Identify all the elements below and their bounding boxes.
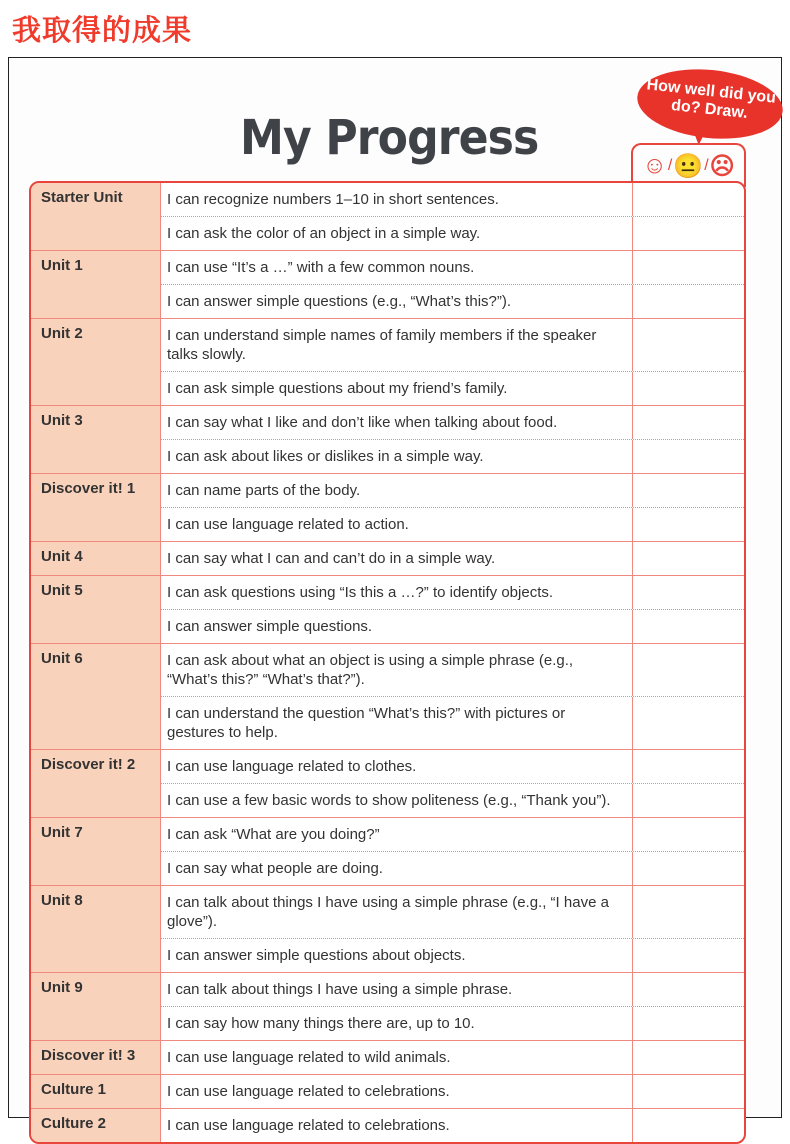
unit-group [31,749,744,817]
can-do-statement: I can ask “What are you doing?” [161,818,633,851]
statement-row [161,783,744,817]
can-do-statement: I can answer simple questions. [161,610,633,643]
self-rating-cell[interactable] [633,576,744,609]
can-do-statement: I can say how many things there are, up to 10. [161,1007,633,1040]
statement-row [161,696,744,749]
statement-row [161,609,744,643]
self-rating-cell[interactable] [633,784,744,817]
unit-label: Unit 4 [31,542,161,575]
can-do-statement: I can understand simple names of family members if the speaker talks slowly. [161,319,633,371]
can-do-statement: I can use language related to clothes. [161,750,633,783]
unit-group [31,250,744,318]
can-do-statement: I can answer simple questions (e.g., “What’s this?”). [161,285,633,318]
can-do-statement: I can say what I like and don’t like when talking about food. [161,406,633,439]
unit-label: Unit 6 [31,644,161,749]
statement-row [161,644,744,696]
unit-group [31,885,744,972]
can-do-statement: I can talk about things I have using a simple phrase (e.g., “I have a glove”). [161,886,633,938]
self-rating-cell[interactable] [633,319,744,371]
unit-group [31,318,744,405]
statement-row [161,474,744,507]
self-rating-cell[interactable] [633,285,744,318]
can-do-statement: I can ask the color of an object in a simple way. [161,217,633,250]
unit-label: Unit 7 [31,818,161,885]
self-rating-cell[interactable] [633,183,744,216]
can-do-statement: I can use language related to celebrations. [161,1075,633,1108]
can-do-statement: I can say what I can and can’t do in a simple way. [161,542,633,575]
statement-row [161,183,744,216]
can-do-statement: I can ask about what an object is using a simple phrase (e.g., “What’s this?” “What’s that?”). [161,644,633,696]
self-rating-cell[interactable] [633,644,744,696]
page-header: 我取得的成果 [12,13,193,47]
statement-row [161,973,744,1006]
statement-row [161,750,744,783]
self-rating-cell[interactable] [633,818,744,851]
self-rating-cell[interactable] [633,508,744,541]
can-do-statement: I can say what people are doing. [161,852,633,885]
statement-row [161,507,744,541]
unit-label: Starter Unit [31,183,161,250]
statement-row [161,319,744,371]
self-rating-cell[interactable] [633,217,744,250]
can-do-statement: I can ask questions using “Is this a …?” to identify objects. [161,576,633,609]
self-rating-cell[interactable] [633,852,744,885]
unit-label: Culture 2 [31,1109,161,1142]
statement-row [161,439,744,473]
unit-group [31,643,744,749]
separator: / [667,157,673,174]
self-rating-cell[interactable] [633,1041,744,1074]
unit-label: Unit 2 [31,319,161,405]
statement-row [161,371,744,405]
can-do-statement: I can ask simple questions about my friend’s family. [161,372,633,405]
unit-label: Unit 9 [31,973,161,1040]
separator: / [704,157,709,174]
unit-label: Discover it! 2 [31,750,161,817]
can-do-statement: I can ask about likes or dislikes in a simple way. [161,440,633,473]
statement-row [161,938,744,972]
unit-label: Culture 1 [31,1075,161,1108]
happy-face-icon: ☺ [642,152,667,179]
self-rating-cell[interactable] [633,372,744,405]
statement-row [161,1041,744,1074]
self-rating-cell[interactable] [633,440,744,473]
can-do-statement: I can answer simple questions about objects. [161,939,633,972]
statement-row [161,1006,744,1040]
self-rating-cell[interactable] [633,973,744,1006]
progress-table [29,181,746,1144]
unit-group [31,1074,744,1108]
speech-bubble: How well did you do? Draw. [634,63,786,146]
unit-group [31,1040,744,1074]
statement-row [161,851,744,885]
unit-label: Unit 3 [31,406,161,473]
unit-label: Unit 8 [31,886,161,972]
self-rating-cell[interactable] [633,610,744,643]
statement-row [161,542,744,575]
statement-row [161,818,744,851]
self-rating-cell[interactable] [633,697,744,749]
self-rating-cell[interactable] [633,251,744,284]
page-title: My Progress [240,110,539,166]
can-do-statement: I can use “It’s a …” with a few common nouns. [161,251,633,284]
can-do-statement: I can recognize numbers 1–10 in short sentences. [161,183,633,216]
unit-group [31,541,744,575]
statement-row [161,576,744,609]
can-do-statement: I can use language related to celebrations. [161,1109,633,1142]
unit-group [31,575,744,643]
self-rating-cell[interactable] [633,1007,744,1040]
can-do-statement: I can talk about things I have using a simple phrase. [161,973,633,1006]
self-rating-cell[interactable] [633,542,744,575]
statement-row [161,1075,744,1108]
can-do-statement: I can use language related to wild animals. [161,1041,633,1074]
statement-row [161,886,744,938]
can-do-statement: I can use a few basic words to show politeness (e.g., “Thank you”). [161,784,633,817]
can-do-statement: I can understand the question “What’s this?” with pictures or gestures to help. [161,697,633,749]
statement-row [161,406,744,439]
unit-group [31,183,744,250]
self-rating-cell[interactable] [633,474,744,507]
can-do-statement: I can use language related to action. [161,508,633,541]
neutral-face-icon: 😐 [673,152,704,180]
unit-group [31,972,744,1040]
self-rating-cell[interactable] [633,1075,744,1108]
unit-group [31,1108,744,1142]
unit-label: Unit 5 [31,576,161,643]
self-rating-cell[interactable] [633,406,744,439]
unit-group [31,817,744,885]
self-rating-cell[interactable] [633,750,744,783]
can-do-statement: I can name parts of the body. [161,474,633,507]
sad-face-icon: ☹ [709,152,735,180]
unit-label: Discover it! 1 [31,474,161,541]
unit-group [31,473,744,541]
statement-row [161,1109,744,1142]
self-rating-cell[interactable] [633,886,744,938]
unit-group [31,405,744,473]
statement-row [161,284,744,318]
statement-row [161,251,744,284]
unit-label: Unit 1 [31,251,161,318]
self-rating-cell[interactable] [633,1109,744,1142]
self-rating-cell[interactable] [633,939,744,972]
statement-row [161,216,744,250]
unit-label: Discover it! 3 [31,1041,161,1074]
